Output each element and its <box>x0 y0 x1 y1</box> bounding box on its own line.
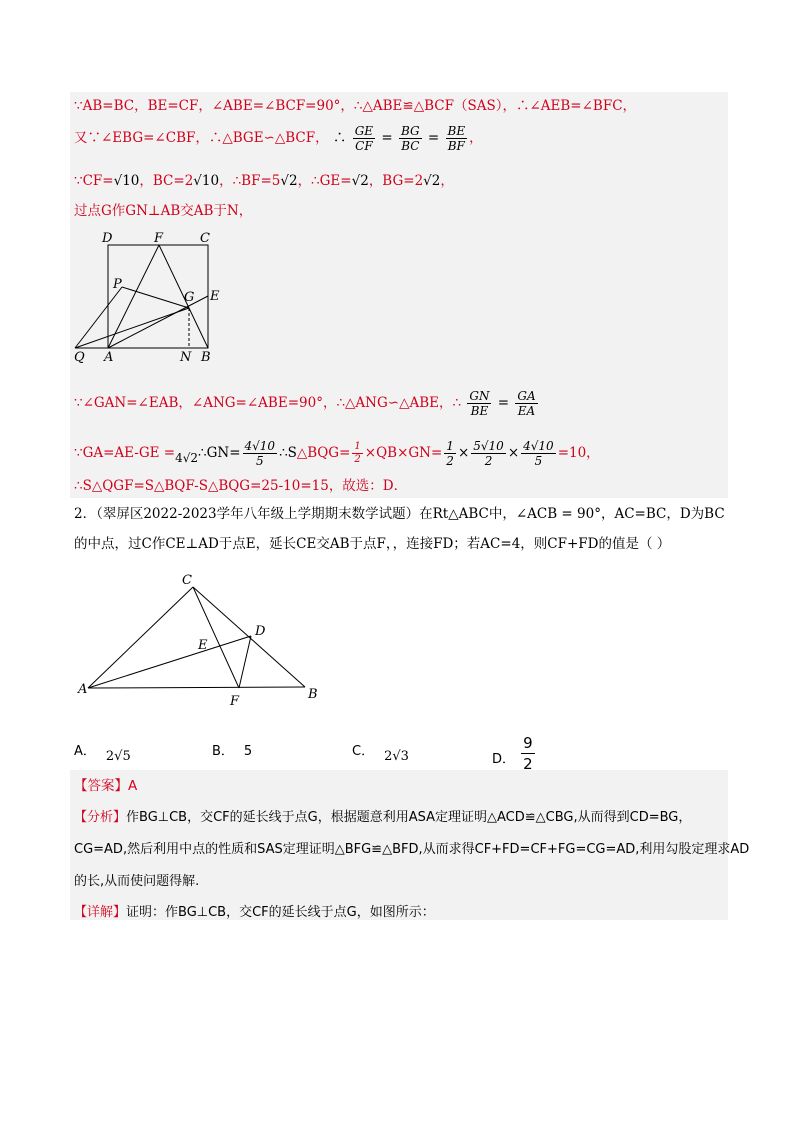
solution-line-3: ∵CF=√10，BC=2√10，∴BF=5√2，∴GE=√2，BG=2√2， <box>74 173 454 189</box>
label-C2: C <box>182 573 192 588</box>
option-a[interactable]: A． 2√5 <box>74 744 131 764</box>
figure-square <box>72 228 222 370</box>
label-Q: Q <box>74 350 85 365</box>
figure-triangle <box>72 565 332 715</box>
option-c[interactable]: C． 2√3 <box>352 744 409 764</box>
analysis-line-2: CG=AD,然后利用中点的性质和SAS定理证明△BFG≌△BFD,从而求得CF+FD=CF+FG=CG=AD,利用勾股定理求AD <box>74 842 750 857</box>
label-D: D <box>102 231 113 246</box>
solution-line-5: ∵∠GAN=∠EAB，∠ANG=∠ABE=90°，∴△ANG∽△ABE，∴ $\frac{GN}{BE}$ = $\frac{GA}{EA}$ <box>74 389 536 418</box>
solution-line-4: 过点G作GN⊥AB交AB于N， <box>74 203 253 219</box>
solution-line-1: ∵AB=BC，BE=CF，∠ABE=∠BCF=90°，∴△ABE≌△BCF（SAS），∴∠AEB=∠BFC， <box>74 98 637 114</box>
label-G: G <box>184 290 195 305</box>
detail-line: 【详解】证明：作BG⊥CB，交CF的延长线于点G，如图所示： <box>74 905 435 920</box>
question-2-line-1: 2．（翠屏区2022-2023学年八年级上学期期末数学试题）在Rt△ABC中，∠ACB = 90°，AC=BC，D为BC <box>74 506 725 522</box>
solution-line-2: 又∵∠EBG=∠CBF，∴△BGE∽△BCF， ∴ $\frac{GE}{CF}$ = $\frac{BG}{BC}$ = $\frac{BE}{BF}$ ， <box>74 124 483 153</box>
label-F2: F <box>230 694 240 709</box>
label-E2: E <box>198 638 208 653</box>
analysis-line-1: 【分析】作BG⊥CB，交CF的延长线于点G，根据题意利用ASA定理证明△ACD≌△CBG,从而得到CD=BG， <box>74 810 692 825</box>
label-A: A <box>104 350 114 365</box>
solution-line-6: ∵GA=AE-GE =4√2∴GN= $\frac{4√10}{5}$ ∴S△BQG= $\frac{1}{2}$ ×QB×GN= $\frac{1}{2}$ × $\frac{5√10}{2}$ × $\frac{4√10}{5}$ =10， <box>74 439 600 468</box>
label-P: P <box>113 277 122 292</box>
label-N: N <box>180 350 192 365</box>
analysis-line-3: 的长,从而使问题得解. <box>74 874 200 889</box>
answer-line: 【答案】A <box>74 778 138 794</box>
solution-line-7: ∴S△QGF=S△BQF-S△BQG=25-10=15，故选：D． <box>74 478 408 494</box>
question-2-line-2: 的中点，过C作CE⊥AD于点E，延长CE交AB于点F，，连接FD；若AC=4，则CF+FD的值是（ ） <box>74 536 671 552</box>
label-B: B <box>201 350 211 365</box>
label-C: C <box>200 231 210 246</box>
label-E: E <box>210 289 220 304</box>
option-b[interactable]: B． 5 <box>212 744 253 759</box>
label-B2: B <box>308 687 318 702</box>
label-D2: D <box>255 624 266 639</box>
option-d[interactable]: D． $\frac{9}{2}$ <box>492 734 533 773</box>
label-F: F <box>154 231 164 246</box>
label-A2: A <box>78 682 88 697</box>
